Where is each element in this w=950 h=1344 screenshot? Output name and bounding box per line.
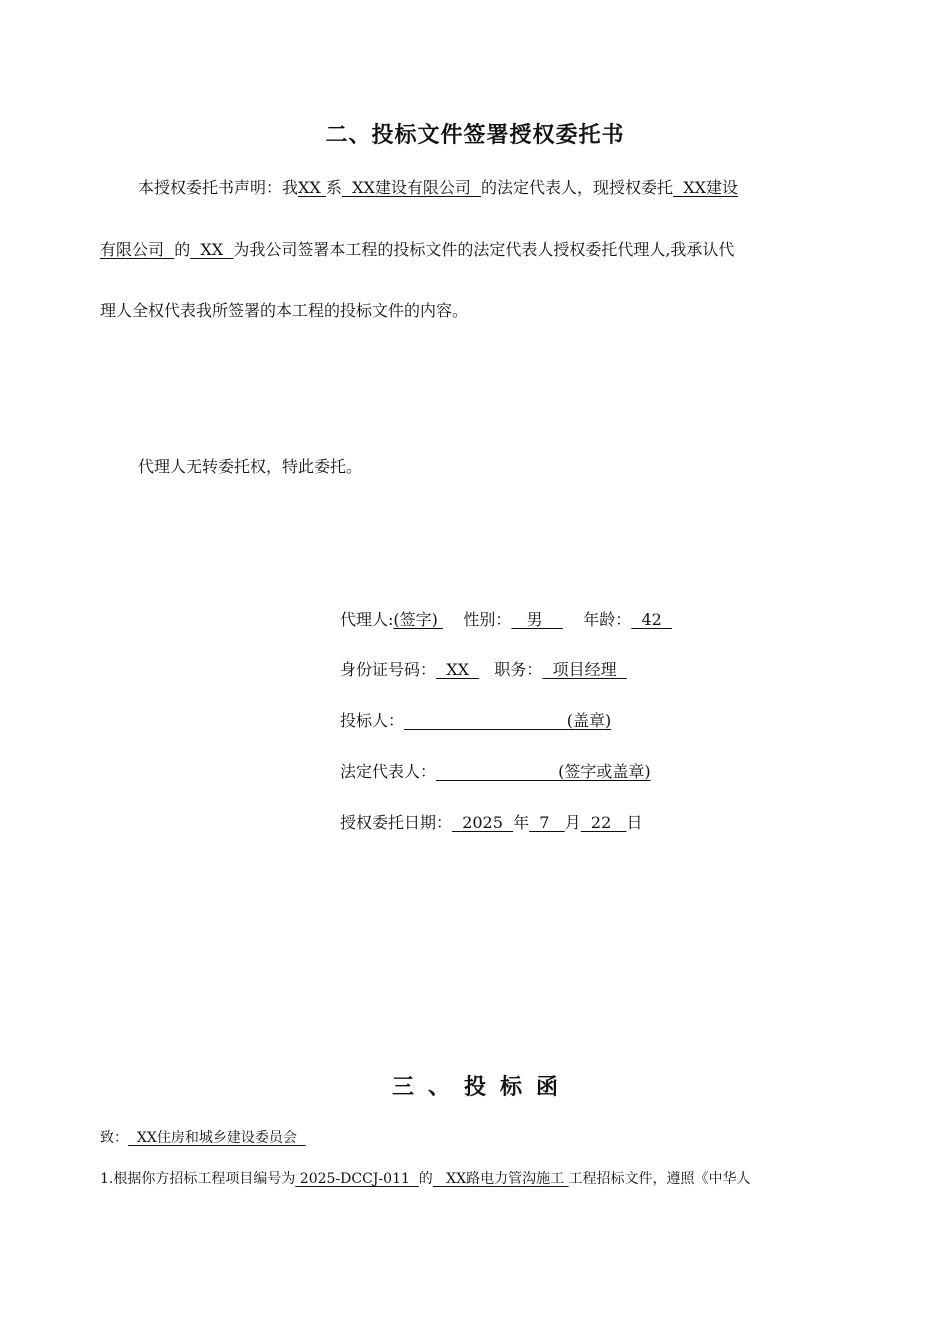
form-row-legal-representative [340, 761, 651, 783]
text: 系 [325, 178, 342, 197]
form-row-agent [340, 609, 672, 631]
company-name: XX建设有限公司 [341, 178, 482, 197]
paragraph-declaration-line1 [138, 177, 738, 199]
legal-representative-label: 法定代表人： [340, 762, 437, 781]
age-value: 42 [631, 610, 673, 629]
month-unit: 月 [564, 813, 581, 832]
age-label: 年龄： [583, 610, 632, 629]
text: 的法定代表人，现授权委托 [481, 178, 674, 197]
year-value: 2025 [452, 813, 514, 832]
position-label: 职务： [494, 660, 543, 679]
date-label: 授权委托日期： [340, 813, 453, 832]
bidder-seal-field: (盖章) [404, 711, 612, 730]
section2-title: 二、投标文件签署授权委托书 [325, 123, 625, 148]
paragraph-no-subdelegation: 代理人无转委托权，特此委托。 [138, 457, 363, 476]
legal-representative-field: (签字或盖章) [436, 762, 651, 781]
representative-name: XX [298, 178, 326, 197]
text: 的 [174, 240, 191, 259]
text: 本授权委托书声明：我 [138, 178, 299, 197]
year-unit: 年 [513, 813, 530, 832]
form-row-bidder [340, 710, 611, 732]
text: 工程招标文件，遵照《中华人 [568, 1171, 751, 1187]
gender-value: 男 [511, 610, 563, 629]
paragraph-declaration-line2 [100, 239, 734, 261]
addressee-line [100, 1128, 306, 1148]
section3-title: 三、投标函 [391, 1075, 572, 1100]
text: 的 [418, 1171, 433, 1187]
day-unit: 日 [626, 813, 643, 832]
form-row-id [340, 659, 627, 681]
id-value: XX [436, 660, 480, 679]
text: 为我公司签署本工程的投标文件的法定代表人授权委托代理人,我承认代 [233, 240, 735, 259]
day-value: 22 [580, 813, 627, 832]
gender-label: 性别： [463, 610, 512, 629]
text: 1.根据你方招标工程项目编号为 [100, 1171, 296, 1187]
item1-line [100, 1169, 751, 1189]
agent-signature-field: (签字) [393, 610, 443, 629]
entrusted-company-part1: XX建设 [673, 178, 739, 197]
month-value: 7 [529, 813, 565, 832]
form-row-date [340, 812, 643, 834]
bidder-label: 投标人： [340, 711, 405, 730]
project-name: XX路电力管沟施工 [432, 1171, 569, 1187]
project-number: 2025-DCCJ-011 [295, 1171, 419, 1187]
entrusted-company-part2: 有限公司 [100, 240, 175, 259]
id-label: 身份证号码： [340, 660, 437, 679]
to-label: 致： [100, 1130, 128, 1146]
paragraph-declaration-line3: 理人全权代表我所签署的本工程的投标文件的内容。 [100, 301, 469, 320]
agent-label: 代理人: [340, 610, 394, 629]
agent-name: XX [190, 240, 234, 259]
addressee-value: XX住房和城乡建设委员会 [128, 1130, 306, 1146]
position-value: 项目经理 [542, 660, 627, 679]
